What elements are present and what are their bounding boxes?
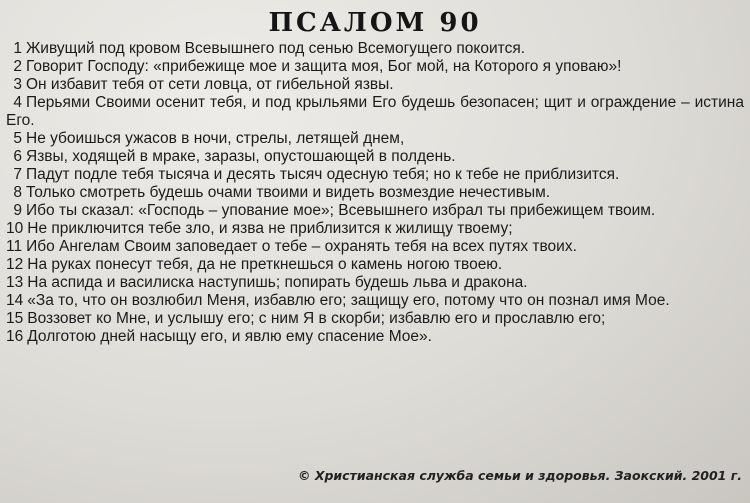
verse-list (6, 40, 744, 346)
verse-number: 14 (6, 292, 24, 309)
verse-number: 10 (6, 220, 24, 237)
verse-number: 8 (13, 184, 22, 201)
verse-text: Падут подле тебя тысяча и десять тысяч одесную тебя; но к тебе не приблизится. (26, 166, 620, 183)
page-title: ПСАЛОМ 90 (268, 8, 482, 38)
verse-number: 1 (13, 40, 22, 57)
verse-item (6, 256, 744, 274)
verse-text: «За то, что он возлюбил Меня, избавлю его; защищу его, потому что он познал имя Мое. (27, 292, 670, 309)
verse-text: На руках понесут тебя, да не преткнешься о камень ногою твоею. (27, 256, 503, 273)
verse-item (6, 310, 744, 328)
verse-item (6, 202, 744, 220)
verse-text: Он избавит тебя от сети ловца, от гибельной язвы. (26, 76, 394, 93)
verse-number: 9 (13, 202, 22, 219)
verse-item (6, 184, 744, 202)
verse-text: Долготою дней насыщу его, и явлю ему спасение Мое». (27, 328, 432, 345)
verse-text: Воззовет ко Мне, и услышу его; с ним Я в скорби; избавлю его и прославлю его; (27, 310, 606, 327)
verse-text: На аспида и василиска наступишь; попирать будешь льва и дракона. (27, 274, 528, 291)
verse-number: 13 (6, 274, 24, 291)
verse-item (6, 94, 744, 130)
verse-number: 16 (6, 328, 24, 345)
verse-number: 2 (13, 58, 22, 75)
verse-text: Не убоишься ужасов в ночи, стрелы, летящей днем, (26, 130, 405, 147)
verse-number: 7 (13, 166, 22, 183)
verse-item (6, 220, 744, 238)
verse-text: Не приключится тебе зло, и язва не приблизится к жилищу твоему; (27, 220, 513, 237)
verse-number: 4 (13, 94, 22, 111)
verse-item (6, 166, 744, 184)
verse-number: 11 (6, 238, 23, 255)
verse-item (6, 274, 744, 292)
verse-text: Говорит Господу: «прибежище мое и защита моя, Бог мой, на Которого я уповаю»! (26, 58, 622, 75)
verse-text: Ибо ты сказал: «Господь – упование мое»; Всевышнего избрал ты прибежищем твоим. (26, 202, 656, 219)
verse-item (6, 58, 744, 76)
verse-item (6, 238, 744, 256)
verse-text: Только смотреть будешь очами твоими и видеть возмездие нечестивым. (26, 184, 551, 201)
verse-item (6, 292, 744, 310)
verse-number: 15 (6, 310, 24, 327)
verse-text: Ибо Ангелам Своим заповедает о тебе – охранять тебя на всех путях твоих. (26, 238, 577, 255)
verse-number: 3 (13, 76, 22, 93)
verse-text: Перьями Своими осенит тебя, и под крыльями Его будешь безопасен; щит и ограждение – истина Его. (6, 94, 744, 129)
verse-text: Живущий под кровом Всевышнего под сенью Всемогущего покоится. (26, 40, 526, 57)
verse-number: 5 (13, 130, 22, 147)
verse-text: Язвы, ходящей в мраке, заразы, опустошающей в полдень. (26, 148, 456, 165)
verse-item (6, 130, 744, 148)
copyright-footer: © Христианская служба семьи и здоровья. Заокский. 2001 г. (297, 468, 742, 483)
verse-number: 6 (13, 148, 22, 165)
verse-item (6, 328, 744, 346)
verse-item (6, 148, 744, 166)
verse-item (6, 76, 744, 94)
verse-number: 12 (6, 256, 24, 273)
verse-item (6, 40, 744, 58)
